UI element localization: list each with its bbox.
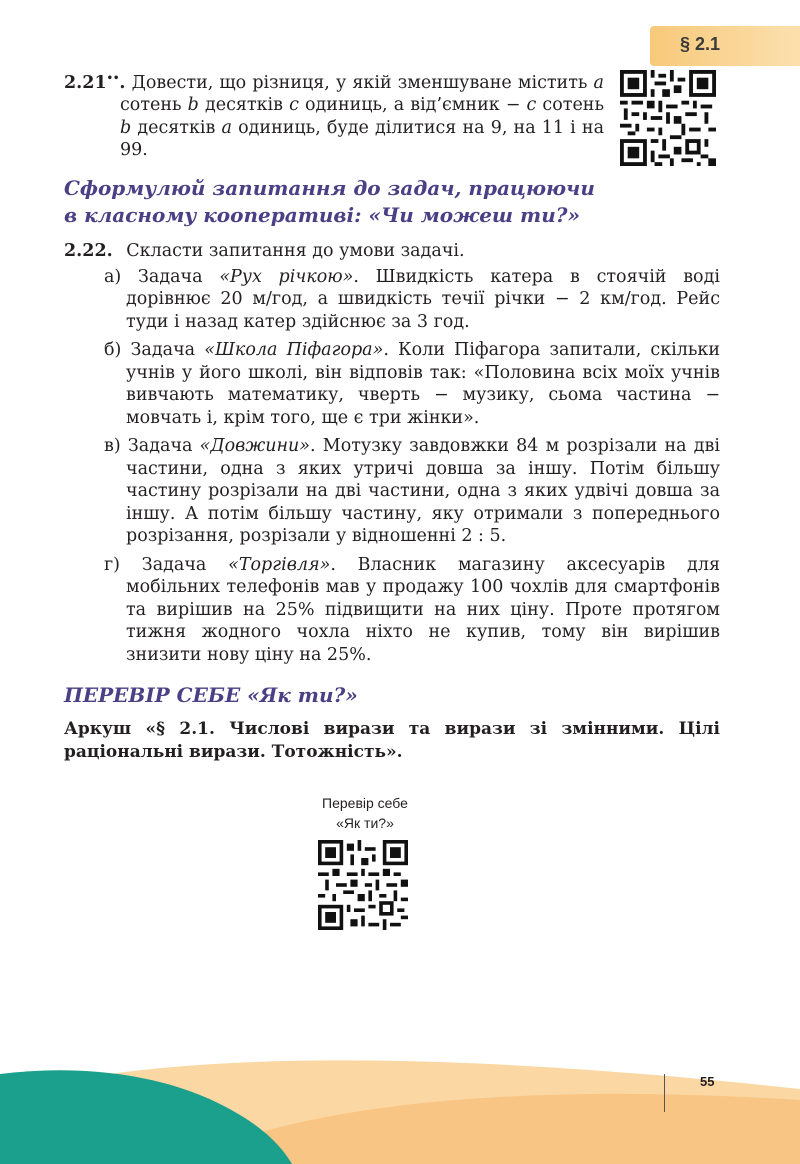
problem-2-21: 2.21••. Довести, що різниця, у якій зменшуване містить a сотень b десятків c одиниць, а від’ємник − c сотень b десятків a одиниць, буде ділитися на 9, на 11 і на 99. [64, 72, 605, 161]
check-yourself-heading: ПЕРЕВІР СЕБЕ «Як ти?» [64, 683, 358, 707]
qr-caption [280, 793, 450, 833]
cooperative-heading-line: в класному кооперативі: «Чи можеш ти?» [64, 203, 580, 227]
item-prefix: Задача [141, 554, 229, 575]
item-text: . Швидкість катера в стоячій воді дорівнює 20 м/год, а швидкість течії річки − 2 км/год. Рейс туди і назад катер здійснює за 3 год. [126, 266, 720, 332]
section-tab [650, 26, 800, 66]
problem-item-c [104, 435, 720, 548]
item-prefix: Задача [127, 436, 200, 456]
item-prefix: Задача [130, 340, 205, 360]
item-prefix: Задача [138, 266, 220, 287]
problem-text-part: одиниць, а від’ємник − [298, 95, 527, 116]
variable-c: c [526, 95, 537, 116]
problem-text-part: сотень [120, 95, 188, 116]
qr-caption-line: Перевір себе [322, 795, 408, 811]
problem-text-part: десятків [131, 117, 222, 138]
item-text: . Коли Піфагора запитали, скільки учнів у його школі, він відповів так: «Половина всіх моїх учнів вивчають математику, чверть − музику, сьома частина − мовчать і, крім того, ще є три жінки». [126, 340, 720, 428]
item-text: . Власник магазину аксесуарів для мобільних телефонів мав у продажу 100 чохлів для смартфонів та вирішив на 25% підвищити на них ціну. Проте протягом тижня жодного чохла ніхто не купив, тому він вирішив знизити нову ціну на 25%. [126, 554, 720, 665]
variable-b: b [187, 95, 199, 116]
variable-a: a [221, 117, 232, 138]
item-label: а) [104, 266, 122, 287]
item-label: в) [104, 436, 121, 456]
section-tab-label: § 2.1 [680, 34, 721, 54]
page-number-divider [664, 1074, 665, 1112]
qr-code-check[interactable] [318, 840, 408, 930]
problem-number: 2.21 [64, 72, 107, 93]
problem-intro: Скласти запитання до умови задачі. [126, 241, 465, 261]
page-corner-decoration [0, 1034, 800, 1164]
problem-item-d [104, 554, 720, 667]
item-title: «Школа Піфагора» [204, 340, 384, 360]
item-text: . Мотузку завдовжки 84 м розрізали на дві частини, одна з яких утричі довша за іншу. Потім більшу частину розрізали на дві частини, одна з яких удвічі довша за іншу. А потім більшу частину, яку отримали з попереднього розрізання, розрізали у відношенні 2 : 5. [126, 436, 720, 546]
item-label: б) [104, 340, 122, 360]
problem-text-part: десятків [198, 95, 290, 116]
problem-text-part: сотень [536, 95, 604, 116]
problem-item-a [104, 266, 720, 334]
cooperative-heading-line: Сформулюй запитання до задач, працюючи [64, 176, 595, 200]
difficulty-mark: •• [106, 73, 120, 84]
problem-item-b [104, 339, 720, 429]
problem-2-22 [64, 240, 720, 666]
cooperative-heading [64, 175, 595, 229]
variable-c: c [289, 95, 299, 116]
qr-caption-line: «Як ти?» [336, 815, 394, 831]
item-title: «Торгівля» [228, 554, 331, 575]
variable-b: b [120, 117, 132, 138]
page-number: 55 [700, 1074, 715, 1089]
problem-text-part: одиниць, буде ділитися на 9, на 11 і на 99. [120, 117, 605, 161]
problem-number: 2.22. [64, 241, 113, 261]
variable-a: a [593, 72, 604, 93]
qr-code-top[interactable] [620, 68, 716, 168]
item-label: г) [104, 554, 120, 575]
item-title: «Рух річкою» [219, 266, 354, 287]
problem-text-part: Довести, що різниця, у якій зменшуване містить [131, 72, 594, 93]
item-title: «Довжини» [199, 436, 310, 456]
sheet-reference: Аркуш «§ 2.1. Числові вирази та вирази зі змінними. Цілі раціональні вирази. Тотожність». [64, 719, 720, 762]
